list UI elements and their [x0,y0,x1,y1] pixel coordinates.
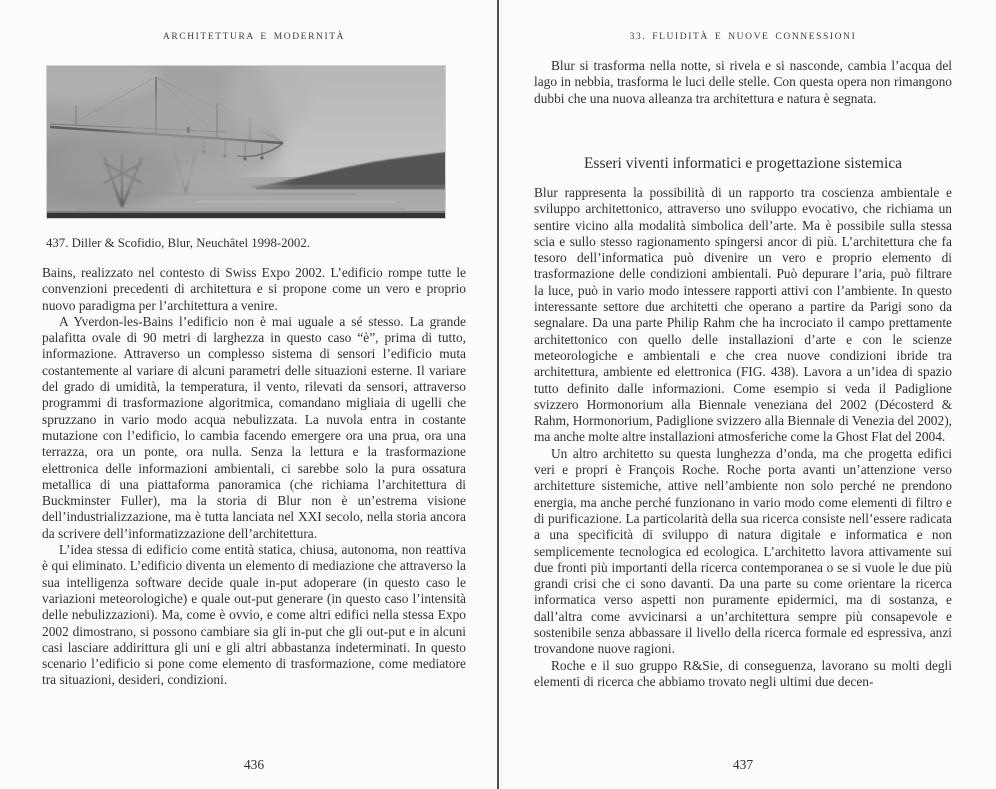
binding-gutter-shadow [501,0,502,789]
paragraph: Blur rappresenta la possibilità di un rapporto tra coscienza ambientale e sviluppo architettonico, attraverso uno sviluppo evocativo, che richiama un sentire vicino alla modalità simbolica dell’arte. Ma è possibile sulla stessa scia e sullo stesso ragionamento spingersi ancor di più. L’architettura che fa tesoro dell’informatica può divenire un vero e proprio elemento di trasformazione delle condizioni ambientali. Può depurare l’aria, può filtrare la luce, può in vario modo intessere rapporti attivi con l’ambiente. In questo interessante settore due architetti che operano a partire da Parigi sono da segnalare. Da una parte Philip Rahm che ha incrociato il campo prettamente architettonico con quello delle installazioni d’arte e con le scienze meteorologiche e ambientali e che crea nuove condizioni ibride tra architettura, ambiente ed elettronica (FIG. 438). Lavora a un’idea di spazio tutto definito dalle informazioni. Come esempio si veda il Padiglione svizzero Hormonorium alla Biennale veneziana del 2002 (Décosterd & Rahm, Hormonorium, Padiglione svizzero alla Biennale di Venezia del 2002), ma anche molte altre installazioni atmosferiche come la Ghost Flat del 2004. [534,185,952,445]
paragraph: L’idea stessa di edificio come entità statica, chiusa, autonoma, non reattiva è qui eliminato. L’edificio diventa un elemento di mediazione che attraverso la sua intelligenza software decide quale in-put adoperare (in questo caso le variazioni meteorologiche) e quale out-put generare (in questo caso l’intensità delle nebulizzazioni). Ma, come è ovvio, e come altri edifici nella stessa Expo 2002 dimostrano, si possono cambiare sia gli in-put che gli out-put e in alcuni casi lasciare addirittura gli uni e gli altri abbastanza indeterminati. In questo scenario l’edificio si pone come elemento di trasformazione, come mediatore tra situazioni, desideri, condizioni. [42,542,466,688]
page-right [534,0,952,789]
paragraph: Roche e il suo gruppo R&Sie, di conseguenza, lavorano su molti degli elementi di ricerca che abbiamo trovato negli ultimi due decen- [534,657,952,689]
figure-caption: 437. Diller & Scofidio, Blur, Neuchâtel 1998-2002. [46,236,310,250]
paragraph: A Yverdon-les-Bains l’edificio non è mai uguale a sé stesso. La grande palafitta ovale di 90 metri di larghezza in questo caso “è”, prima di tutto, informazione. Attraverso un complesso sistema di sensori l’edificio muta costantemente al variare di alcuni parametri delle situazioni esterne. Il variare del grado di umidità, la temperatura, il vento, rilevati da sensori, attraverso programmi di trasformazione algoritmica, comandano migliaia di ugelli che spruzzano in vario modo acqua nebulizzata. La nuvola entra in costante mutazione con l’edificio, lo cambia facendo emergere ora una prua, ora una terrazza, ora un ponte, ora nulla. Senza la lettura e la trasformazione elettronica delle informazioni ambientali, ci sarebbe solo la pura ossatura metallica di una piattaforma panoramica (che richiama l’architettura di Buckminster Fuller), ma la storia di Blur non è un’estrema visione dell’industrializzazione, ma è tutta lanciata nel XXI secolo, nella storia ancora da scrivere dell’informatizzazione dell’architettura. [42,313,466,541]
right-page-body [534,185,952,690]
paragraph: Un altro architetto su questa lunghezza d’onda, ma che progetta edifici veri e propri è François Roche. Roche porta avanti un’attenzione verso architetture sistemiche, attive nell’ambiente non solo perché ne prendono energia, ma anche perché funzionano in vario modo come elementi di filtro e di purificazione. La particolarità della sua ricerca consiste nell’essere radicata a una specificità di sviluppo di natura digitale e informatica e non semplicemente tecnologica ed ecologica. L’architetto lavora attivamente sui due fronti più importanti della ricerca contemporanea o se si vuole le due più grandi crisi che ci sono davanti. Da una parte su come orientare la ricerca informatica verso aspetti non puramente epidermici, ma di sostanza, e dall’altra come avvicinarsi a un’architettura sempre più consapevole e sostenibile senza abbassare il livello della ricerca formale ed espressiva, anzi trovandone nuove ragioni. [534,445,952,657]
running-head-right: 33. FLUIDITÀ E NUOVE CONNESSIONI [629,32,857,42]
page-left [42,0,466,789]
paragraph: Blur si trasforma nella notte, si rivela e si nasconde, cambia l’acqua del lago in nebbia, trasforma le luci delle stelle. Con questa opera non rimangono dubbi che una nuova alleanza tra architettura e natura è segnata. [534,58,952,106]
blur-photo-illustration [46,65,446,219]
section-heading: Esseri viventi informatici e progettazione sistemica [583,155,903,172]
page-number-right: 437 [732,757,754,772]
left-page-body [42,265,466,689]
blur-building-photo [46,65,446,219]
page-number-left: 436 [243,757,265,772]
binding-gutter-line [497,0,499,789]
paragraph: Bains, realizzato nel contesto di Swiss Expo 2002. L’edificio rompe tutte le convenzioni precedenti di architettura e si propone come un vero e proprio nuovo paradigma per l’architettura a venire. [42,265,466,313]
running-head-left: ARCHITETTURA E MODERNITÀ [162,32,346,42]
right-page-lead [534,58,952,107]
